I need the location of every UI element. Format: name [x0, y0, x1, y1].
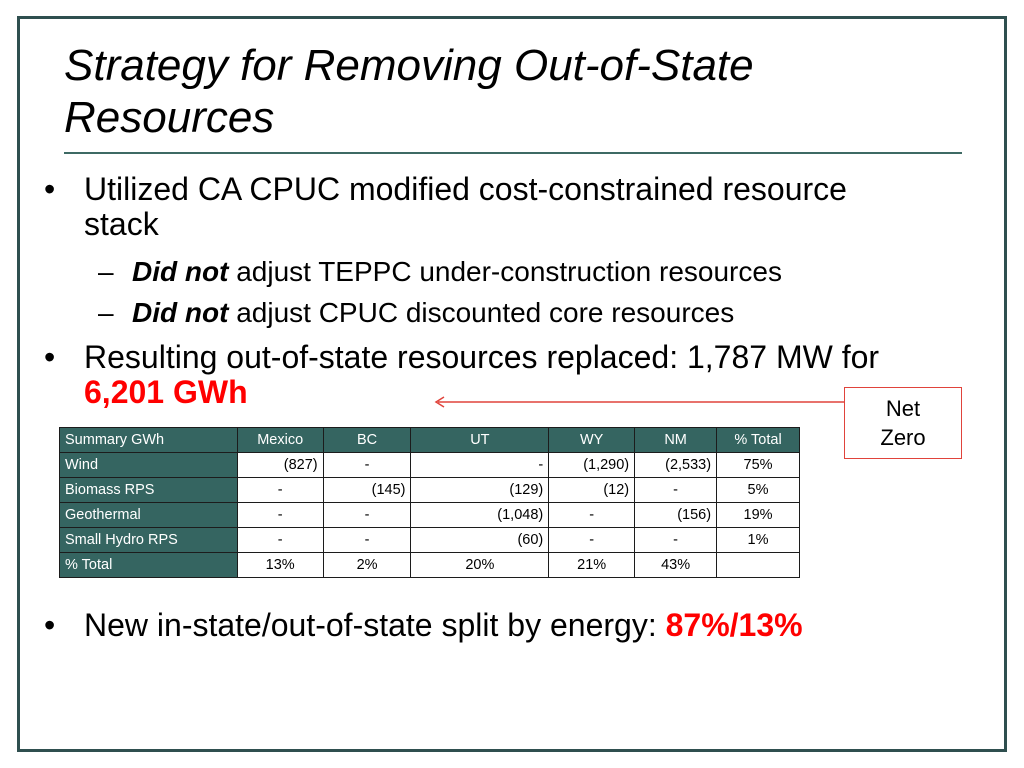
bullet-split — [44, 607, 984, 643]
sub-bullet-dash: – — [98, 256, 114, 287]
table-cell — [717, 553, 800, 578]
table-cell: - — [549, 503, 635, 528]
table-cell: 13% — [237, 553, 323, 578]
table-total-row — [60, 553, 800, 578]
table-cell: 43% — [635, 553, 717, 578]
table-cell: (156) — [635, 503, 717, 528]
table-cell: (129) — [411, 478, 549, 503]
table-cell: - — [323, 528, 411, 553]
sub-bullet-teppc — [98, 256, 782, 288]
table-cell: 1% — [717, 528, 800, 553]
table-cell: - — [237, 478, 323, 503]
gwh-highlight: 6,201 GWh — [84, 374, 248, 410]
table-cell: - — [411, 453, 549, 478]
table-cell: (2,533) — [635, 453, 717, 478]
table-header: WY — [549, 428, 635, 453]
table-header: BC — [323, 428, 411, 453]
table-header: Mexico — [237, 428, 323, 453]
bullet-stack-text: Utilized CA CPUC modified cost-constrained resource stack — [84, 171, 847, 242]
row-label: Geothermal — [60, 503, 238, 528]
table-cell: - — [635, 528, 717, 553]
table-header: UT — [411, 428, 549, 453]
row-label: Biomass RPS — [60, 478, 238, 503]
table-cell: - — [549, 528, 635, 553]
table-cell: (1,048) — [411, 503, 549, 528]
row-label: Small Hydro RPS — [60, 528, 238, 553]
sub-bullet-emphasis: Did not — [132, 297, 229, 328]
sub-bullet-text: adjust TEPPC under-construction resources — [228, 256, 782, 287]
bullet-split-text: New in-state/out-of-state split by energy: — [84, 607, 666, 643]
table-cell: (1,290) — [549, 453, 635, 478]
bullet-resulting-text: Resulting out-of-state resources replaced: 1,787 MW for — [84, 339, 880, 375]
table-row — [60, 503, 800, 528]
bullet-dot: • — [44, 171, 56, 207]
table-cell: - — [237, 528, 323, 553]
summary-gwh-table — [59, 427, 800, 578]
table-cell: 2% — [323, 553, 411, 578]
table-header-row — [60, 428, 800, 453]
table-cell: 21% — [549, 553, 635, 578]
arrow-to-net-zero — [432, 393, 844, 411]
slide-title: Strategy for Removing Out-of-State Resources — [64, 41, 754, 142]
table-cell: - — [323, 453, 411, 478]
table-cell: - — [635, 478, 717, 503]
sub-bullet-emphasis: Did not — [132, 256, 229, 287]
table-header: Summary GWh — [60, 428, 238, 453]
bullet-dot: • — [44, 339, 56, 375]
net-zero-callout — [844, 387, 962, 459]
sub-bullet-text: adjust CPUC discounted core resources — [228, 297, 735, 328]
table-row — [60, 478, 800, 503]
bullet-dot: • — [44, 607, 56, 643]
table-cell: (145) — [323, 478, 411, 503]
table-row — [60, 528, 800, 553]
row-label: % Total — [60, 553, 238, 578]
table-cell: (60) — [411, 528, 549, 553]
row-label: Wind — [60, 453, 238, 478]
table-row — [60, 453, 800, 478]
table-cell: (827) — [237, 453, 323, 478]
table-cell: 20% — [411, 553, 549, 578]
table-cell: (12) — [549, 478, 635, 503]
title-divider — [64, 152, 962, 154]
sub-bullet-dash: – — [98, 297, 114, 328]
split-highlight: 87%/13% — [665, 607, 803, 643]
bullet-stack — [44, 171, 884, 242]
table-cell: - — [323, 503, 411, 528]
net-zero-line1: Net — [885, 396, 921, 421]
net-zero-line2: Zero — [880, 425, 926, 450]
table-cell: 75% — [717, 453, 800, 478]
table-cell: 19% — [717, 503, 800, 528]
table-cell: - — [237, 503, 323, 528]
table-header: NM — [635, 428, 717, 453]
sub-bullet-cpuc — [98, 297, 735, 329]
table-cell: 5% — [717, 478, 800, 503]
table-header: % Total — [717, 428, 800, 453]
